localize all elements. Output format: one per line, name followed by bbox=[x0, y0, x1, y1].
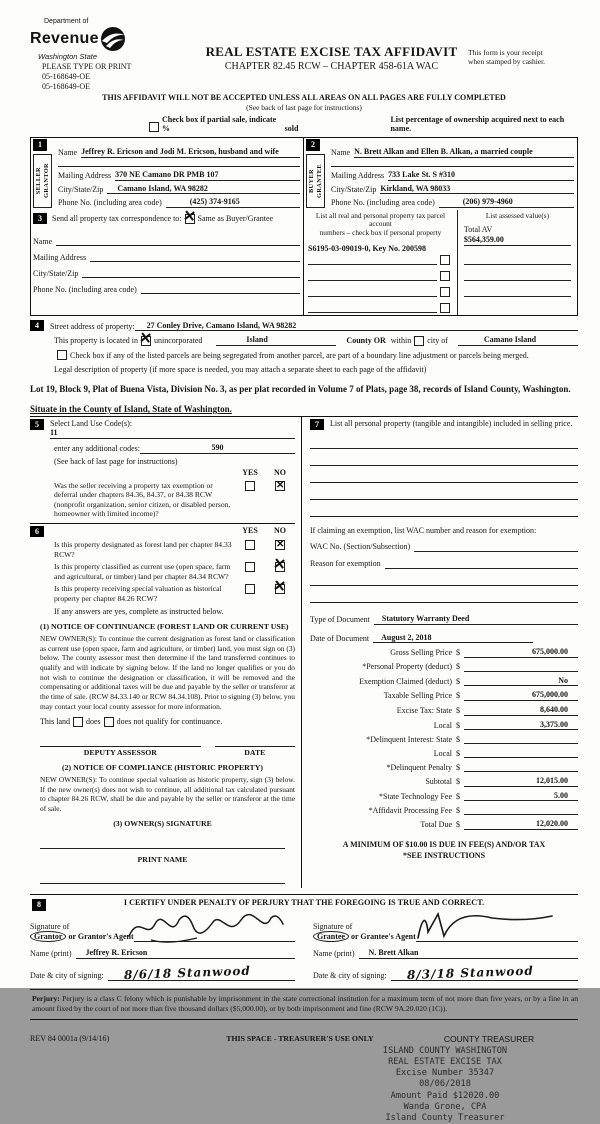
reason-label: Reason for exemption bbox=[310, 559, 381, 569]
section-7-number: 7 bbox=[310, 419, 324, 431]
minimum-note: A MINIMUM OF $10.00 IS DUE IN FEE(S) AND/OR TAX bbox=[342, 840, 546, 850]
x-mark-icon: ✕ bbox=[272, 556, 287, 575]
agency-block bbox=[30, 18, 195, 91]
deputy-assessor-label: DEPUTY ASSESSOR bbox=[83, 748, 157, 758]
fee-row: *Delinquent Penalty $ bbox=[310, 762, 578, 772]
forest-question: Is this property designated as forest land per chapter 84.33 RCW? bbox=[54, 540, 232, 559]
historical-yes-checkbox bbox=[245, 584, 255, 594]
section-8-number: 8 bbox=[32, 899, 46, 911]
forest-yes-checkbox bbox=[245, 540, 255, 550]
treasurer-space-label: THIS SPACE - TREASURER'S USE ONLY bbox=[226, 1033, 374, 1043]
street-address-label: Street address of property: bbox=[50, 321, 135, 331]
parties-box bbox=[30, 137, 578, 316]
sold-label: sold bbox=[284, 124, 299, 134]
grantor-date-label: Date & city of signing: bbox=[30, 971, 104, 981]
land-qualify-prefix: This land bbox=[40, 717, 70, 727]
doc-date-value: August 2, 2018 bbox=[381, 632, 432, 642]
buyer-phone-value: (206) 979-4960 bbox=[462, 197, 513, 207]
seller-section bbox=[31, 138, 304, 210]
logo-dept-text: Department of bbox=[44, 18, 89, 25]
section-6-number: 6 bbox=[30, 526, 44, 538]
unincorporated-checkbox bbox=[138, 329, 153, 348]
print-name-label: PRINT NAME bbox=[137, 854, 188, 864]
grantor-name-print-label: Name (print) bbox=[30, 948, 72, 958]
see-instructions-note: *SEE INSTRUCTIONS bbox=[402, 850, 486, 860]
property-location-section bbox=[30, 320, 578, 375]
parcel-numbers-cell: List all real and personal property tax parcel account numbers – check box if personal property S6195-03-09019-0, Key No. 200598 bbox=[304, 210, 458, 315]
form-subtitle: CHAPTER 82.45 RCW – CHAPTER 458-61A WAC bbox=[224, 60, 439, 72]
x-mark-icon: ✕ bbox=[276, 479, 285, 491]
additional-codes-label: enter any additional codes: bbox=[54, 444, 140, 454]
doc-type-value: Statutory Warranty Deed bbox=[381, 614, 470, 624]
grantee-date-handwritten: 8/3/18 Stanwood bbox=[406, 963, 534, 982]
doc-type-label: Type of Document bbox=[310, 615, 370, 625]
x-mark-icon: ✕ bbox=[272, 578, 287, 597]
grantor-signature bbox=[121, 910, 289, 944]
grantor-sig-label: Signature of bbox=[30, 921, 70, 931]
seller-name-value: Jeffrey R. Ericson and Jodi M. Ericson, husband and wife bbox=[81, 147, 279, 157]
same-as-buyer-checkbox bbox=[181, 207, 197, 226]
section-1-number: 1 bbox=[33, 139, 47, 151]
notice1-body: NEW OWNER(S): To continue the current designation as forest land or classification as current use (open space, farm and agriculture, or timber) land, you must sign on (3) below. The county assessor must then determine if the land transferred continues to qualify and will indicate by signing below. If the land no longer qualifies or you do not wish to continue the designation or classification, it will be removed and the compensating or additional taxes will be due and payable by the seller or transferor at the time of sale. (RCW 84.33.140 or RCW 84.34.108). Prior to signing (3) below, you may contact your local county assessor for more information. bbox=[40, 634, 295, 711]
partial-sale-label: Check box if partial sale, indicate % bbox=[162, 114, 277, 134]
perjury-clause bbox=[30, 989, 578, 1020]
receipt-note: This form is your receipt when stamped by cashier. bbox=[468, 48, 546, 66]
buyer-section bbox=[304, 138, 577, 210]
partial-sale-checkbox bbox=[149, 122, 159, 132]
fee-row: Local $ bbox=[310, 748, 578, 758]
legal-description-text: Lot 19, Block 9, Plat of Buena Vista, Division No. 3, as per plat recorded in Volume 7 of Plats, page 38, records of Island County, Washington. bbox=[30, 383, 571, 394]
logo-state-text: Washington State bbox=[38, 52, 98, 62]
s6-no-header: NO bbox=[274, 525, 286, 535]
fee-row: Total Due $ 12,020.00 bbox=[310, 819, 578, 830]
parcel-number-value: S6195-03-09019-0, Key No. 200598 bbox=[308, 243, 426, 253]
segregated-checkbox bbox=[57, 350, 67, 360]
total-av-value: $564,359.00 bbox=[463, 235, 504, 245]
does-not-label: does not qualify for continuance. bbox=[116, 717, 223, 727]
located-in-label: This property is located in bbox=[54, 336, 138, 346]
assessed-values-cell bbox=[458, 210, 577, 315]
buyer-city-label: City/State/Zip bbox=[331, 184, 377, 194]
land-use-column bbox=[30, 417, 302, 888]
seller-mailing-value: 370 NE Camano DR PMB 107 bbox=[115, 169, 219, 179]
certify-statement: I CERTIFY UNDER PENALTY OF PERJURY THAT THE FOREGOING IS TRUE AND CORRECT. bbox=[123, 898, 485, 908]
seller-name-label: Name bbox=[58, 148, 78, 158]
s6-yes-header: YES bbox=[242, 525, 258, 535]
buyer-side-label: BUYER GRANTEE bbox=[306, 154, 325, 208]
corr-mailing-label: Mailing Address bbox=[33, 252, 87, 262]
buyer-phone-label: Phone No. (including area code) bbox=[331, 198, 435, 208]
exemption-intro: If claiming an exemption, list WAC number and reason for exemption: bbox=[310, 526, 537, 536]
grantor-date-handwritten: 8/6/18 Stanwood bbox=[123, 963, 251, 982]
within-label: within bbox=[390, 336, 412, 346]
fee-row: *State Technology Fee $ 5.00 bbox=[310, 791, 578, 802]
print-name-line bbox=[40, 874, 285, 884]
land-use-label: Select Land Use Code(s): bbox=[50, 418, 132, 428]
buyer-name-extra-line bbox=[331, 159, 574, 167]
seller-name-extra-line bbox=[58, 159, 300, 167]
fee-table bbox=[310, 647, 578, 830]
s5-no-header: NO bbox=[274, 468, 286, 478]
price-column bbox=[302, 417, 578, 888]
grantee-name-print: N. Brett Alkan bbox=[368, 947, 419, 957]
grantee-signature-block: Signature of Grantee or Grantee's Agent Name (print) N. Brett Alkan Date & city of signing: 8/3/18 Stanwood bbox=[313, 912, 578, 981]
form-number-1: 05-168649-OE bbox=[42, 71, 90, 81]
treasurer-stamp bbox=[320, 1046, 570, 1124]
ownership-note: List percentage of ownership acquired next to each name. bbox=[390, 114, 565, 134]
form-title: REAL ESTATE EXCISE TAX AFFIDAVIT bbox=[205, 44, 458, 59]
grantor-word: Grantor bbox=[30, 931, 66, 942]
s5-no-checkbox bbox=[275, 481, 285, 491]
corr-city-label: City/State/Zip bbox=[33, 268, 79, 278]
revenue-logo bbox=[30, 18, 195, 61]
owner-signature-line bbox=[40, 839, 285, 849]
fee-row: *Delinquent Interest: State $ bbox=[310, 734, 578, 744]
forest-no-checkbox bbox=[275, 540, 285, 550]
county-value: Island bbox=[246, 335, 268, 345]
stamp-line: Amount Paid $12020.00 bbox=[390, 1090, 500, 1101]
seller-mailing-label: Mailing Address bbox=[58, 170, 112, 180]
parcel-personal-checkbox-1 bbox=[440, 255, 450, 265]
fee-row: Exemption Claimed (deduct) $ No bbox=[310, 676, 578, 687]
certification-section bbox=[30, 894, 578, 981]
assessed-header: List assessed value(s) bbox=[485, 210, 550, 220]
unincorporated-label: unincorporated bbox=[153, 336, 203, 346]
warning-line: THIS AFFIDAVIT WILL NOT BE ACCEPTED UNLESS ALL AREAS ON ALL PAGES ARE FULLY COMPLETED bbox=[102, 93, 506, 103]
city-value: Camano Island bbox=[483, 335, 537, 345]
does-not-checkbox bbox=[104, 717, 114, 727]
does-label: does bbox=[86, 717, 101, 727]
footer bbox=[30, 1034, 578, 1044]
form-number-2: 05-168649-OE bbox=[42, 81, 90, 91]
logo-revenue-text: Revenue bbox=[30, 30, 99, 48]
grantee-name-print-label: Name (print) bbox=[313, 948, 355, 958]
same-as-buyer-label: Same as Buyer/Grantee bbox=[197, 213, 274, 223]
seller-phone-label: Phone No. (including area code) bbox=[58, 198, 162, 208]
grantee-date-label: Date & city of signing: bbox=[313, 971, 387, 981]
rev-number: REV 84 0001a (9/14/16) bbox=[30, 1033, 110, 1043]
historical-question: Is this property receiving special valuation as historical property per chapter 84.26 RCW? bbox=[54, 584, 222, 603]
fee-row: *Personal Property (deduct) $ bbox=[310, 662, 578, 672]
notice1-title: (1) NOTICE OF CONTINUANCE (FOREST LAND OR CURRENT USE) bbox=[40, 621, 289, 631]
fee-row: Gross Selling Price $ 675,000.00 bbox=[310, 647, 578, 658]
section-5-number: 5 bbox=[30, 419, 44, 431]
perjury-text: Perjury is a class C felony which is punishable by imprisonment in the state correctional institution for a maximum term of not more than five years, or by a fine in an amount fixed by the court of not more than five thousand dollars ($5,000.00), or by both imprisonment and fine (RCW 9A.20.020 (1C)). bbox=[32, 993, 578, 1013]
s5-yes-header: YES bbox=[242, 468, 258, 478]
current-use-yes-checkbox bbox=[245, 562, 255, 572]
county-treasurer-label: COUNTY TREASURER bbox=[443, 1033, 535, 1044]
parcel-personal-checkbox-4 bbox=[440, 303, 450, 313]
correspondence-section bbox=[31, 207, 304, 315]
s5-question: Was the seller receiving a property tax exemption or deferral under chapters 84.36, 84.37, or 84.38 RCW (nonprofit organization, senior citizen, or disabled person, homeowner with limited income)? bbox=[54, 480, 231, 519]
parcel-personal-checkbox-2 bbox=[440, 271, 450, 281]
stamp-line: Island County Treasurer bbox=[385, 1112, 505, 1123]
section-3-number: 3 bbox=[33, 213, 47, 225]
partial-sale-row bbox=[30, 115, 578, 134]
grantee-word: Grantee bbox=[313, 931, 349, 942]
does-checkbox bbox=[73, 717, 83, 727]
buyer-mailing-label: Mailing Address bbox=[331, 170, 385, 180]
personal-property-label: List all personal property (tangible and intangible) included in selling price. bbox=[330, 418, 573, 428]
current-use-question: Is this property classified as current use (open space, farm and agricultural, or timber) land per chapter 84.34 RCW? bbox=[54, 562, 231, 581]
stamp-line: Wanda Grone, CPA bbox=[403, 1101, 487, 1112]
legal-description-label: Legal description of property (if more space is needed, you may attach a separate sheet to each page of the affidavit) bbox=[54, 365, 427, 375]
x-mark-icon: ✕ bbox=[181, 207, 197, 226]
county-or-label: County OR bbox=[346, 336, 386, 346]
x-mark-icon: ✕ bbox=[138, 329, 153, 348]
fee-row: Local $ 3,375.00 bbox=[310, 720, 578, 731]
owner-signature-label: (3) OWNER(S) SIGNATURE bbox=[113, 819, 212, 829]
parcel-section bbox=[304, 210, 577, 315]
stamp-line: Excise Number 35347 bbox=[395, 1068, 495, 1079]
grantor-signature-block: Signature of Grantor or Grantor's Agent Name (print) Jeffrey R. Ericson Date & city of signing: 8/6/18 Stanwood bbox=[30, 912, 295, 981]
stamp-line: 08/06/2018 bbox=[419, 1079, 471, 1090]
city-of-checkbox bbox=[414, 336, 424, 346]
total-av-label: Total AV bbox=[463, 225, 493, 235]
corr-phone-label: Phone No. (including area code) bbox=[33, 284, 137, 294]
historical-no-checkbox bbox=[272, 578, 287, 597]
additional-codes-value: 590 bbox=[211, 443, 224, 453]
correspondence-label: Send all property tax correspondence to: bbox=[52, 213, 182, 223]
buyer-name-label: Name bbox=[331, 148, 351, 158]
notice2-body: NEW OWNER(S): To continue special valuation as historic property, sign (3) below. If the new owner(s) does not wish to continue, all additional tax calculated pursuant to chapter 84.26 RCW, shall be due and payable by the seller or transferor at the time of sale. bbox=[40, 774, 295, 813]
city-of-label: city of bbox=[427, 336, 448, 346]
seller-phone-value: (425) 374-9165 bbox=[189, 197, 240, 207]
stamp-line: REAL ESTATE EXCISE TAX bbox=[388, 1057, 502, 1068]
buyer-mailing-value: 733 Lake St. S #310 bbox=[388, 169, 456, 179]
stamp-line: ISLAND COUNTY WASHINGTON bbox=[382, 1045, 508, 1056]
if-yes-note: If any answers are yes, complete as instructed below. bbox=[54, 607, 224, 617]
fee-row: *Affidavit Processing Fee $ bbox=[310, 805, 578, 815]
fee-row: Excise Tax: State $ 8,640.00 bbox=[310, 705, 578, 716]
land-use-value: 11 bbox=[50, 428, 58, 438]
section-2-number: 2 bbox=[306, 139, 320, 151]
situate-line: Situate in the County of Island, State of Washington. bbox=[30, 404, 578, 417]
please-type-label: PLEASE TYPE OR PRINT bbox=[42, 62, 132, 72]
buyer-city-value: Kirkland, WA 98033 bbox=[380, 183, 451, 193]
grantee-signature bbox=[408, 908, 558, 944]
perjury-label: Perjury: bbox=[32, 993, 60, 1003]
fee-row: Taxable Selling Price $ 675,000.00 bbox=[310, 690, 578, 701]
revenue-swoosh-icon bbox=[99, 26, 127, 52]
parcel-personal-checkbox-3 bbox=[440, 287, 450, 297]
seller-city-value: Camano Island, WA 98282 bbox=[117, 183, 208, 193]
segregated-label: Check box if any of the listed parcels are being segregated from another parcel, are part of a boundary line adjustment or parcels being merged. bbox=[70, 350, 529, 360]
date-label: DATE bbox=[244, 748, 266, 758]
x-mark-icon: ✕ bbox=[276, 539, 285, 551]
section-4-number: 4 bbox=[30, 320, 44, 332]
s5-yes-checkbox bbox=[245, 481, 255, 491]
doc-date-label: Date of Document bbox=[310, 633, 370, 643]
notice2-title: (2) NOTICE OF COMPLIANCE (HISTORIC PROPERTY) bbox=[62, 762, 263, 772]
street-address-value: 27 Conley Drive, Camano Island, WA 98282 bbox=[146, 320, 297, 330]
buyer-name-value: N. Brett Alkan and Ellen B. Alkan, a married couple bbox=[354, 147, 533, 157]
see-back-note: (See back of last page for instructions) bbox=[246, 102, 362, 112]
corr-name-label: Name bbox=[33, 236, 53, 246]
current-use-no-checkbox bbox=[272, 556, 287, 575]
wac-label: WAC No. (Section/Subsection) bbox=[310, 542, 411, 552]
fee-row: Subtotal $ 12,015.00 bbox=[310, 776, 578, 787]
grantor-name-print: Jeffrey R. Ericson bbox=[85, 947, 148, 957]
see-back-label: (See back of last page for instructions) bbox=[54, 456, 178, 466]
grantee-sig-label: Signature of bbox=[313, 921, 353, 931]
seller-side-label: SELLER GRANTOR bbox=[33, 154, 52, 208]
form-header bbox=[30, 18, 578, 91]
seller-city-label: City/State/Zip bbox=[58, 184, 104, 194]
